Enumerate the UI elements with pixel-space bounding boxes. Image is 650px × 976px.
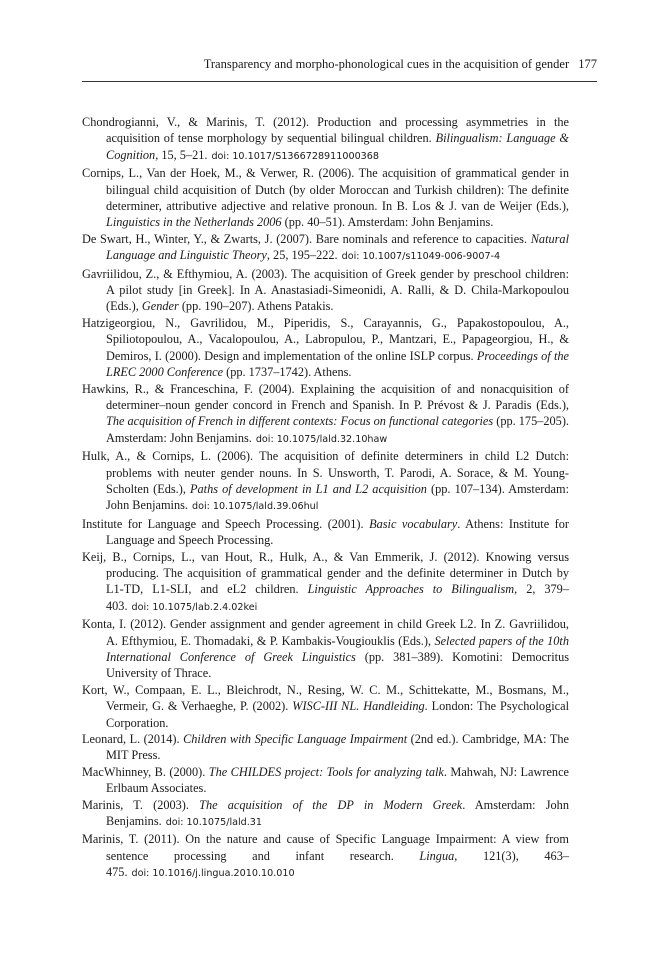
reference-entry: Konta, I. (2012). Gender assignment and gender agreement in child Greek L2. In Z. Gavriilidou, A. Efthymiou, E. Thomadaki, & P. Kambakis-Vougiouklis (Eds.), Selected papers of the 10th International Conference of Greek Linguistics (pp. 381–389). Komotini: Democritus University of Thrace.: [82, 617, 570, 681]
doi-link[interactable]: doi: 10.1075/lald.32.10haw: [255, 433, 388, 445]
reference-entry: MacWhinney, B. (2000). The CHILDES project: Tools for analyzing talk. Mahwah, NJ: Lawrence Erlbaum Associates.: [82, 764, 569, 796]
reference-entry: Hulk, A., & Cornips, L. (2006). The acquisition of definite determiners in child L2 Dutch: problems with neuter gender nouns. In S. Unsworth, T. Parodi, A. Sorace, & M. Young-Scholten (Eds.), Paths of development in L1 and L2 acquisition (pp. 107–134). Amsterdam: John Benjamins. doi: 10.1075/lald.39.06hul: [82, 449, 569, 513]
reference-entry: Hatzigeorgiou, N., Gavrilidou, M., Piperidis, S., Carayannis, G., Papakostopoulou, A., Spiliotopoulou, A., Vacalopoulou, A., Labropulou, P., Mantzari, E., Papageorgiou, H., & Demiros, I. (2000). Design and implementation of the online ISLP corpus. Proceedings of the LREC 2000 Conference (pp. 1737–1742). Athens.: [82, 315, 569, 380]
doi-link[interactable]: doi: 10.1075/lald.31: [165, 817, 263, 829]
reference-entry: Hawkins, R., & Franceschina, F. (2004). Explaining the acquisition of and nonacquisition of determiner–noun gender concord in French and Spanish. In P. Prévost & J. Paradis (Eds.), The acquisition of French in different contexts: Focus on functional categories (pp. 175–205). Amsterdam: John Benjamins. doi: 10.1075/lald.32.10haw: [82, 381, 569, 445]
reference-entry: Institute for Language and Speech Processing. (2001). Basic vocabulary. Athens: Institute for Language and Speech Processing.: [82, 516, 569, 548]
reference-entry: Marinis, T. (2011). On the nature and cause of Specific Language Impairment: A view from sentence processing and infant research. Lingua, 121(3), 463–475. doi: 10.1016/j.lingua.2010.10.010: [82, 832, 569, 880]
reference-entry: Keij, B., Cornips, L., van Hout, R., Hulk, A., & Van Emmerik, J. (2012). Knowing versus producing. The acquisition of grammatical gender and the definite determiner in Dutch by L1-TD, L1-SLI, and eL2 children. Linguistic Approaches to Bilingualism, 2, 379–403. doi: 10.1075/lab.2.4.02kei: [82, 549, 569, 613]
reference-entry: Kort, W., Compaan, E. L., Bleichrodt, N., Resing, W. C. M., Schittekatte, M., Bosmans, M., Vermeir, G. & Verhaeghe, P. (2002). WISC-III NL. Handleiding. London: The Psychological Corporation.: [82, 682, 569, 730]
reference-entry: Cornips, L., Van der Hoek, M., & Verwer, R. (2006). The acquisition of grammatical gender in bilingual child acquisition of Dutch (by older Moroccan and Turkish children): The definite determiner, attributive adjective and relative pronoun. In B. Los & J. van de Weijer (Eds.), Linguistics in the Netherlands 2006 (pp. 40–51). Amsterdam: John Benjamins.: [82, 166, 569, 230]
reference-entry: Marinis, T. (2003). The acquisition of the DP in Modern Greek. Amsterdam: John Benjamins. doi: 10.1075/lald.31: [82, 797, 569, 829]
reference-entry: Gavriilidou, Z., & Efthymiou, A. (2003). The acquisition of Greek gender by preschool children: A pilot study [in Greek]. In A. Anastasiadi-Simeonidi, A. Ralli, & D. Chila-Markopoulou (Eds.), Gender (pp. 190–207). Athens Patakis.: [82, 266, 569, 314]
reference-entry: Leonard, L. (2014). Children with Specific Language Impairment (2nd ed.). Cambridge, MA: The MIT Press.: [82, 732, 569, 763]
running-header: [82, 57, 597, 82]
doi-link[interactable]: doi: 10.1075/lab.2.4.02kei: [131, 601, 258, 613]
reference-entry: De Swart, H., Winter, Y., & Zwarts, J. (2007). Bare nominals and reference to capacities. Natural Language and Linguistic Theory, 25, 195–222. doi: 10.1007/s11049-006-9007-4: [82, 231, 569, 263]
doi-link[interactable]: doi: 10.1075/lald.39.06hul: [191, 501, 319, 513]
page-number: 177: [578, 57, 597, 71]
doi-link[interactable]: doi: 10.1017/S1366728911000368: [211, 150, 379, 162]
doi-link[interactable]: doi: 10.1016/j.lingua.2010.10.010: [131, 868, 295, 880]
reference-entry: Chondrogianni, V., & Marinis, T. (2012). Production and processing asymmetries in the acquisition of tense morphology by sequential bilingual children. Bilingualism: Language & Cognition, 15, 5–21. doi: 10.1017/S1366728911000368: [82, 115, 569, 162]
running-title: Transparency and morpho-phonological cues in the acquisition of gender: [203, 57, 570, 71]
reference-list: [82, 114, 569, 883]
doi-link[interactable]: doi: 10.1007/s11049-006-9007-4: [341, 251, 501, 263]
